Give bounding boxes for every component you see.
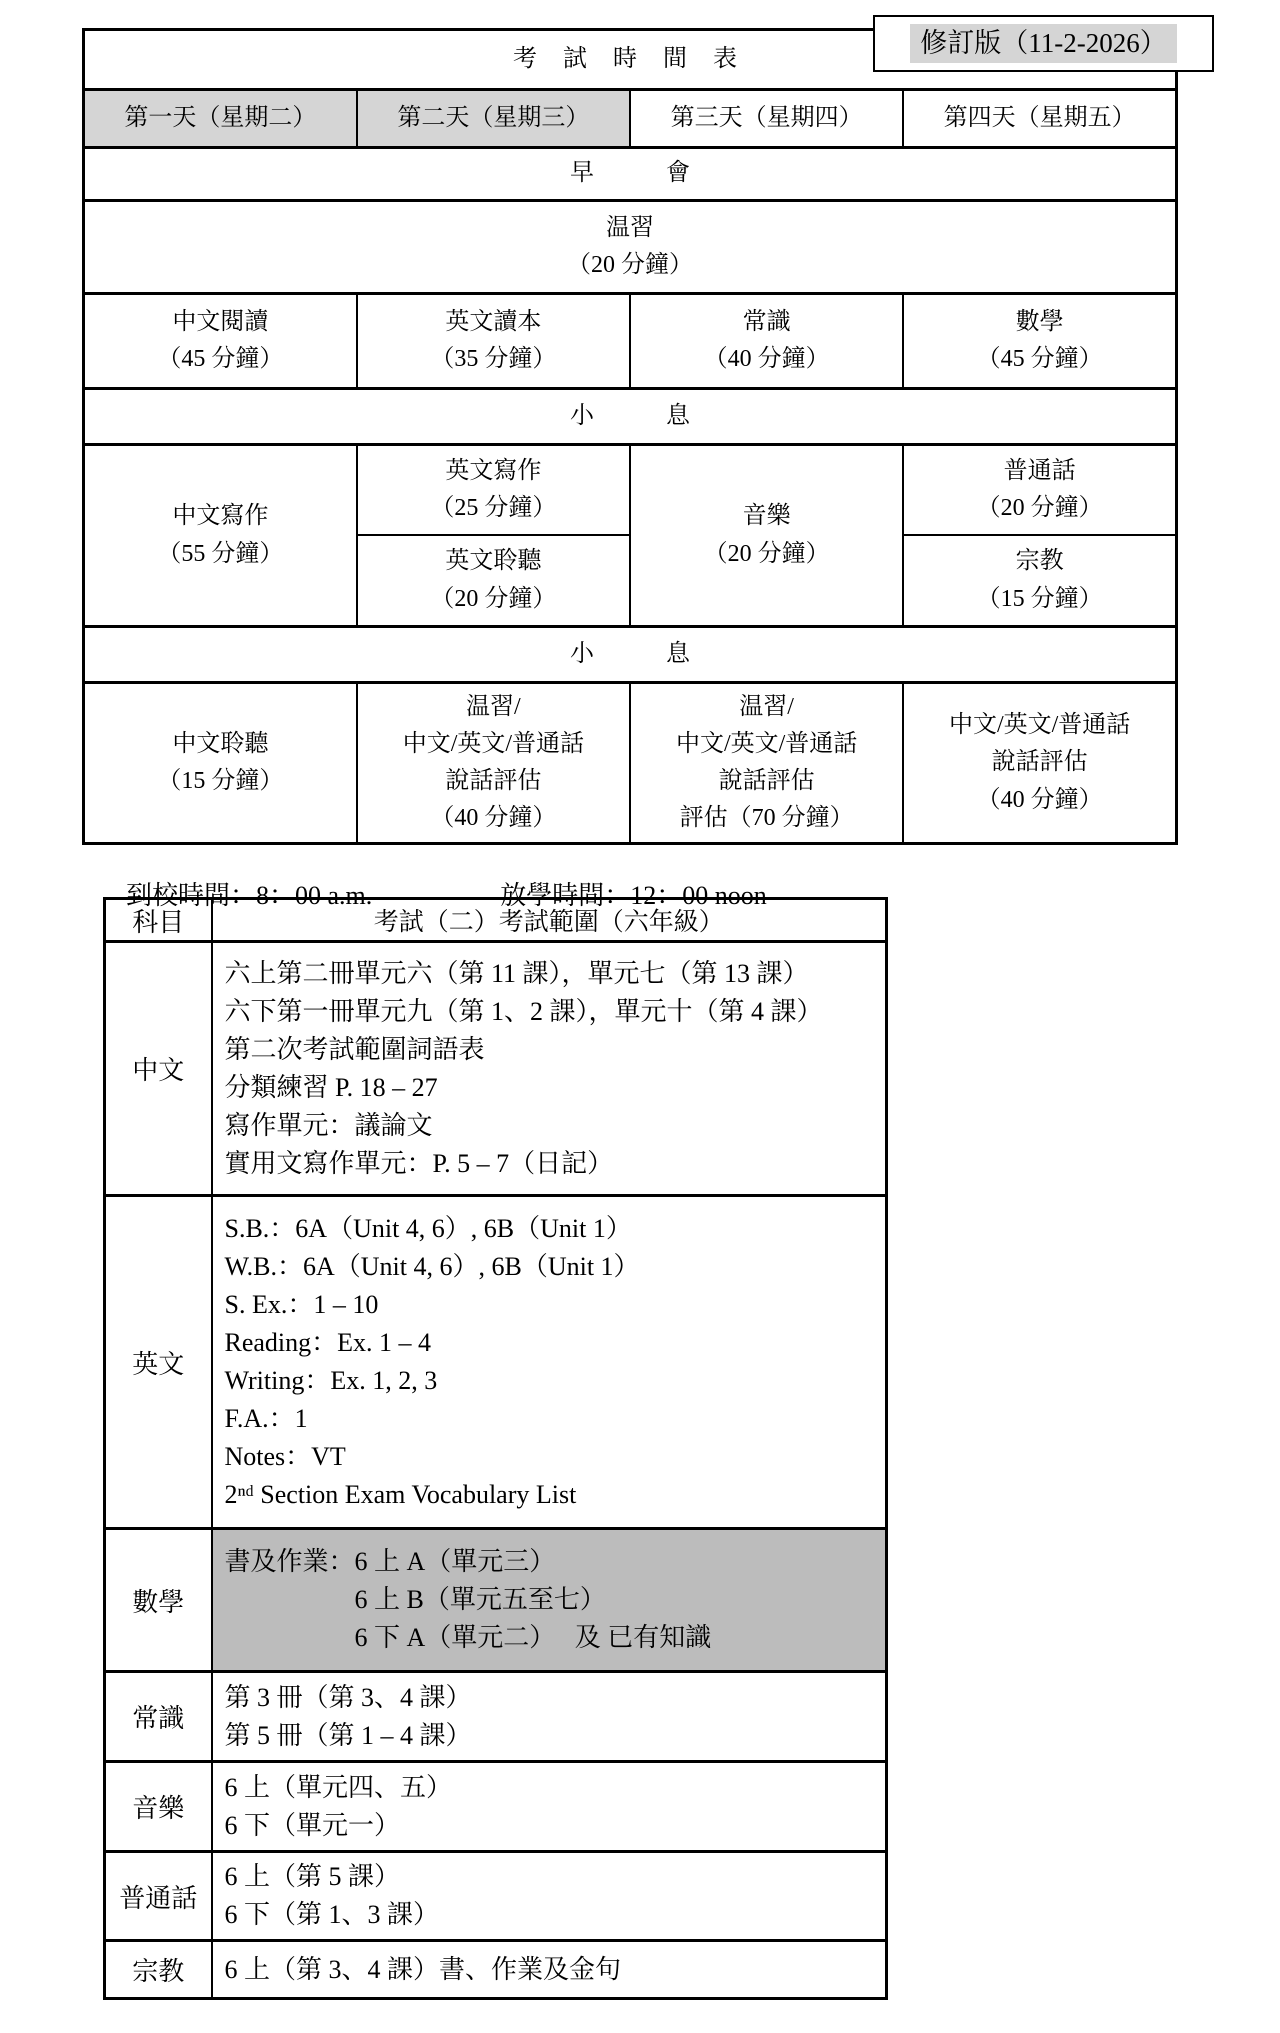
scope-row-general-studies [105,1672,887,1762]
revision-period-duration: （20 分鐘） [567,252,693,278]
scope-line: W.B.：6A（Unit 4, 6）, 6B（Unit 1） [224,1252,640,1281]
day-header-1: 第一天（星期二） [84,90,357,148]
scope-header-subject: 科目 [105,899,212,942]
scope-content [212,1762,887,1852]
scope-line: F.A.：1 [224,1404,308,1433]
subject-label: 中文 [105,942,212,1196]
period1-english-reader [357,294,630,389]
exam-name: 英文讀本 [445,308,542,335]
scope-row-english [105,1196,887,1529]
period3-day2-oral [357,683,630,844]
scope-line: 6 上（第 3、4 課）書、作業及金句 [224,1954,622,1984]
scope-line: 6 下 A（單元二） 及 已有知識 [224,1623,712,1652]
period1-maths [903,294,1176,389]
subject-label: 音樂 [105,1762,212,1852]
scope-line: 寫作單元：議論文 [224,1110,433,1140]
scope-content [212,1672,887,1762]
scope-line: 6 下（第 1、3 課） [224,1900,440,1929]
subject-label: 宗教 [105,1941,212,1999]
exam-duration: （45 分鐘） [976,346,1103,372]
period3-chinese-listening [84,683,357,844]
period2-religion [903,535,1176,627]
scope-line: 六上第二冊單元六（第 11 課），單元七（第 13 課） [224,958,809,988]
scope-line: 6 上（第 5 課） [224,1862,401,1891]
scope-line: 第 3 冊（第 3、4 課） [224,1682,472,1712]
exam-duration: （20 分鐘） [430,585,557,612]
period1-chinese-reading [84,294,357,389]
scope-line: S.B.：6A（Unit 4, 6）, 6B（Unit 1） [224,1214,632,1243]
revision-badge-box [873,15,1214,72]
exam-line: 中文/英文/普通話 [402,730,585,757]
scope-row-putonghua [105,1852,887,1941]
revision-period-name: 温習 [606,214,654,241]
scope-content [212,1852,887,1941]
period2-music [630,445,903,627]
recess-row-1: 小 息 [84,389,1177,445]
exam-name: 音樂 [742,503,791,530]
exam-line: 中文/英文/普通話 [948,712,1131,739]
scope-line: 六下第一冊單元九（第 1、2 課），單元十（第 4 課） [224,996,823,1026]
scope-row-music [105,1762,887,1852]
arrival-time: 到校時間：8：00 a.m. [126,881,373,910]
exam-line: 說話評估 [445,768,542,794]
exam-duration: （40 分鐘） [430,805,557,832]
exam-name: 宗教 [1015,548,1064,575]
exam-duration: （15 分鐘） [976,585,1103,612]
exam-duration: （20 分鐘） [703,540,830,567]
exam-name: 英文寫作 [445,457,542,484]
scope-content [212,1196,887,1529]
scope-content-highlighted [212,1529,887,1672]
scope-line: 6 上 B（單元五至七） [224,1585,606,1614]
exam-duration: （55 分鐘） [157,540,284,567]
exam-name: 數學 [1015,308,1064,335]
exam-duration: 評估（70 分鐘） [679,805,854,832]
exam-name: 普通話 [1003,457,1076,484]
scope-line: 第二次考試範圍詞語表 [224,1034,485,1064]
scope-line: Reading：Ex. 1 – 4 [224,1328,432,1357]
exam-line: 中文/英文/普通話 [675,730,858,757]
day-header-2: 第二天（星期三） [357,90,630,148]
subject-label: 數學 [105,1529,212,1672]
subject-label: 英文 [105,1196,212,1529]
period3-day3-oral [630,683,903,844]
scope-line: 6 上（單元四、五） [224,1772,453,1802]
period2-putonghua [903,445,1176,536]
scope-line: Notes：VT [224,1442,346,1471]
recess-row-2: 小 息 [84,627,1177,683]
period2-english-writing [357,445,630,536]
day-header-4: 第四天（星期五） [903,90,1176,148]
scope-row-maths [105,1529,887,1672]
exam-duration: （25 分鐘） [430,495,557,521]
exam-line: 温習/ [466,693,521,720]
scope-line: S. Ex.：1 – 10 [224,1290,379,1319]
exam-duration: （40 分鐘） [976,786,1103,813]
exam-name: 英文聆聽 [445,548,542,575]
period2-chinese-writing [84,445,357,627]
scope-line: 第 5 冊（第 1 – 4 課） [224,1720,472,1750]
scope-row-chinese [105,942,887,1196]
revision-period-cell [84,201,1177,294]
day-header-3: 第三天（星期四） [630,90,903,148]
exam-duration: （15 分鐘） [157,768,284,794]
period3-day4-oral [903,683,1176,844]
subject-label: 常識 [105,1672,212,1762]
exam-name: 中文閱讀 [172,308,269,335]
scope-content [212,942,887,1196]
scope-row-religion [105,1941,887,1999]
scope-header-title: 考試（二）考試範圍（六年級） [212,899,887,942]
scope-line: 書及作業：6 上 A（單元三） [224,1547,556,1576]
subject-label: 普通話 [105,1852,212,1941]
scope-line: 2ⁿᵈ Section Exam Vocabulary List [224,1480,577,1509]
exam-name: 中文聆聽 [172,730,269,757]
period1-general-studies [630,294,903,389]
exam-name: 中文寫作 [172,503,269,530]
exam-scope-table [103,897,888,2000]
dismissal-time: 放學時間：12：00 noon [500,881,767,910]
exam-line: 說話評估 [991,749,1088,776]
exam-duration: （45 分鐘） [157,346,284,372]
exam-timetable [82,28,1178,845]
revision-badge: 修訂版（11-2-2026） [910,24,1176,62]
scope-line: 6 下（單元一） [224,1810,401,1840]
exam-line: 温習/ [739,693,794,720]
scope-line: 分類練習 P. 18 – 27 [224,1072,438,1102]
exam-name: 常識 [742,308,791,335]
assembly-row: 早 會 [84,148,1177,201]
exam-duration: （40 分鐘） [703,346,830,372]
exam-duration: （35 分鐘） [430,346,557,372]
scope-content [212,1941,887,1999]
timetable-title: 考 試 時 間 表 [84,30,1177,90]
period2-english-listening [357,535,630,627]
exam-duration: （20 分鐘） [976,495,1103,521]
scope-line: 實用文寫作單元：P. 5 – 7（日記） [224,1148,614,1178]
exam-line: 說話評估 [718,768,815,794]
scope-line: Writing：Ex. 1, 2, 3 [224,1366,438,1395]
